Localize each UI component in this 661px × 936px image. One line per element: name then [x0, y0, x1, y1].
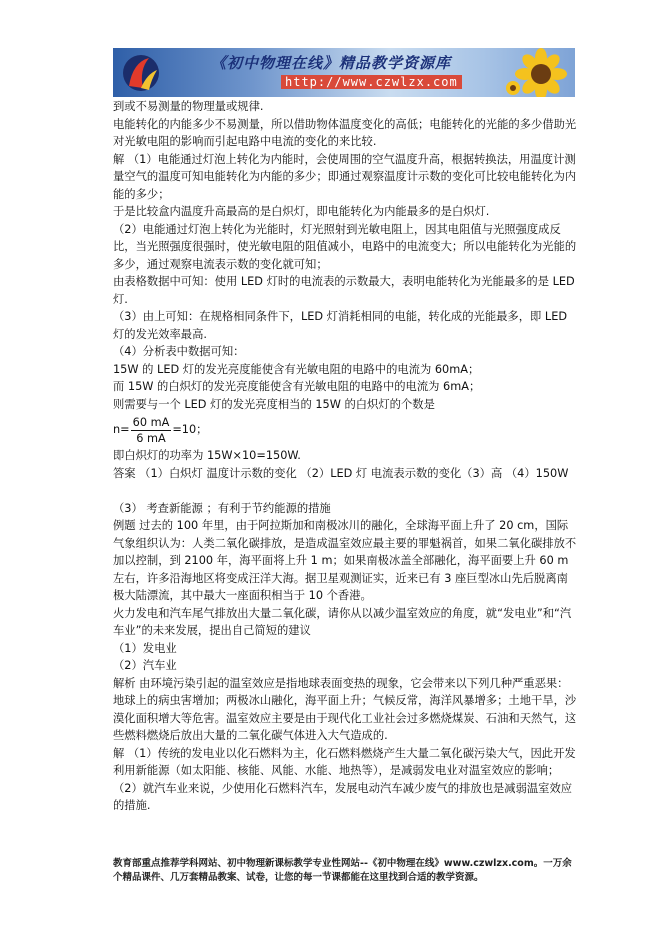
paragraph: （2）汽车业	[113, 659, 177, 672]
formula-prefix: n=	[113, 423, 130, 437]
paragraph: 则需要与一个 LED 灯的发光亮度相当的 15W 的白炽灯的个数是	[113, 397, 435, 411]
sunflower-icon	[501, 48, 571, 97]
page-footer: 教育部重点推荐学科网站、初中物理新课标教学专业性网站--《初中物理在线》www.czwlzx.com。一万余个精品课件、几万套精品教案、试卷，让您的每一节课都能在这里找到合适的教学资源。	[113, 858, 572, 883]
paragraph: （4）分析表中数据可知：	[113, 345, 245, 358]
section-heading: （3） 考查新能源 ；有利于节约能源的措施	[113, 501, 331, 515]
paragraph: 即白炽灯的功率为 15W×10=150W.	[113, 449, 301, 462]
paragraph: 而 15W 的白炽灯的发光亮度能使含有光敏电阻的电路中的电流为 6mA；	[113, 380, 481, 393]
paragraph: 到或不易测量的物理量或规律.	[113, 100, 264, 113]
fraction-formula	[113, 413, 578, 447]
banner-title: 《初中物理在线》精品教学资源库	[211, 54, 452, 72]
fraction-numerator: 60 mA	[132, 415, 170, 429]
paragraph: 解 （1）传统的发电业以化石燃料为主，化石燃料燃烧产生大量二氧化碳污染大气，因此开发利用新能源（如太阳能、核能、风能、水能、地热等），是减弱发电业对温室效应的影响；	[113, 746, 576, 777]
paragraph: （2）就汽车业来说，少使用化石燃料汽车，发展电动汽车减少废气的排放也是减弱温室效应的措施.	[113, 781, 573, 812]
paragraph: 由表格数据中可知：使用 LED 灯时的电流表的示数最大，表明电能转化为光能最多的是 LED 灯.	[113, 275, 575, 306]
spacer	[113, 482, 578, 500]
fraction	[131, 415, 172, 446]
document-body	[113, 98, 578, 815]
paragraph: 15W 的 LED 灯的发光亮度能使含有光敏电阻的电路中的电流为 60mA；	[113, 362, 480, 376]
paragraph: （2）电能通过灯泡上转化为光能时，灯光照射到光敏电阻上，因其电阻值与光照强度成反比，当光照强度很强时，使光敏电阻的阻值减小，电路中的电流变大；所以电能转化为光能的多少，通过观察电流表示数的变化就可知；	[113, 222, 577, 271]
formula-suffix: =10；	[172, 423, 208, 437]
logo-icon	[119, 52, 163, 93]
fraction-denominator: 6 mA	[136, 431, 166, 445]
paragraph: （1）发电业	[113, 641, 177, 655]
paragraph: 于是比较盒内温度升高最高的是白炽灯，即电能转化为内能最多的是白炽灯.	[113, 205, 490, 218]
banner-url: http://www.czwlzx.com	[281, 75, 462, 89]
paragraph: 电能转化的内能多少不易测量，所以借助物体温度变化的高低；电能转化的光能的多少借助光对光敏电阻的影响而引起电路中电流的变化的来比较.	[113, 117, 577, 148]
paragraph: 例题 过去的 100 年里，由于阿拉斯加和南极冰川的融化，全球海平面上升了 20 cm，国际气象组织认为：人类二氧化碳排放，是造成温室效应最主要的罪魁祸首，如果二氧化碳排放不加以控制，到 2100 年，海平面将上升 1 m；如果南极冰盖全部融化，海平面要上升 60 m 左右，许多沿海地区将变成汪洋大海。据卫星观测证实，近来已有 3 座巨型冰山先后脱离南极大陆漂流，其中最大一座面积相当于 10 个香港。	[113, 519, 577, 602]
paragraph: 解析 由环境污染引起的温室效应是指地球表面变热的现象，它会带来以下列几种严重恶果：地球上的病虫害增加；两极冰山融化，海平面上升；气候反常，海洋风暴增多；土地干旱，沙漠化面积增大等危害。温室效应主要是由于现代化工业社会过多燃烧煤炭、石油和天然气，这些燃料燃烧后放出大量的二氧化碳气体进入大气造成的.	[113, 676, 577, 742]
paragraph: （3）由上可知：在规格相同条件下，LED 灯消耗相同的电能，转化成的光能最多，即 LED 灯的发光效率最高.	[113, 310, 568, 341]
header-banner	[113, 48, 575, 97]
paragraph: 解 （1）电能通过灯泡上转化为内能时，会使周围的空气温度升高，根据转换法，用温度计测量空气的温度可知电能转化为内能的多少；即通过观察温度计示数的变化可比较电能转化为内能的多少；	[113, 152, 577, 201]
answer-line: 答案 （1）白炽灯 温度计示数的变化 （2）LED 灯 电流表示数的变化（3）高 （4）150W	[113, 466, 569, 480]
paragraph: 火力发电和汽车尾气排放出大量二氧化碳，请你从以减少温室效应的角度，就“发电业”和“汽车业”的未来发展，提出自己简短的建议	[113, 606, 572, 637]
